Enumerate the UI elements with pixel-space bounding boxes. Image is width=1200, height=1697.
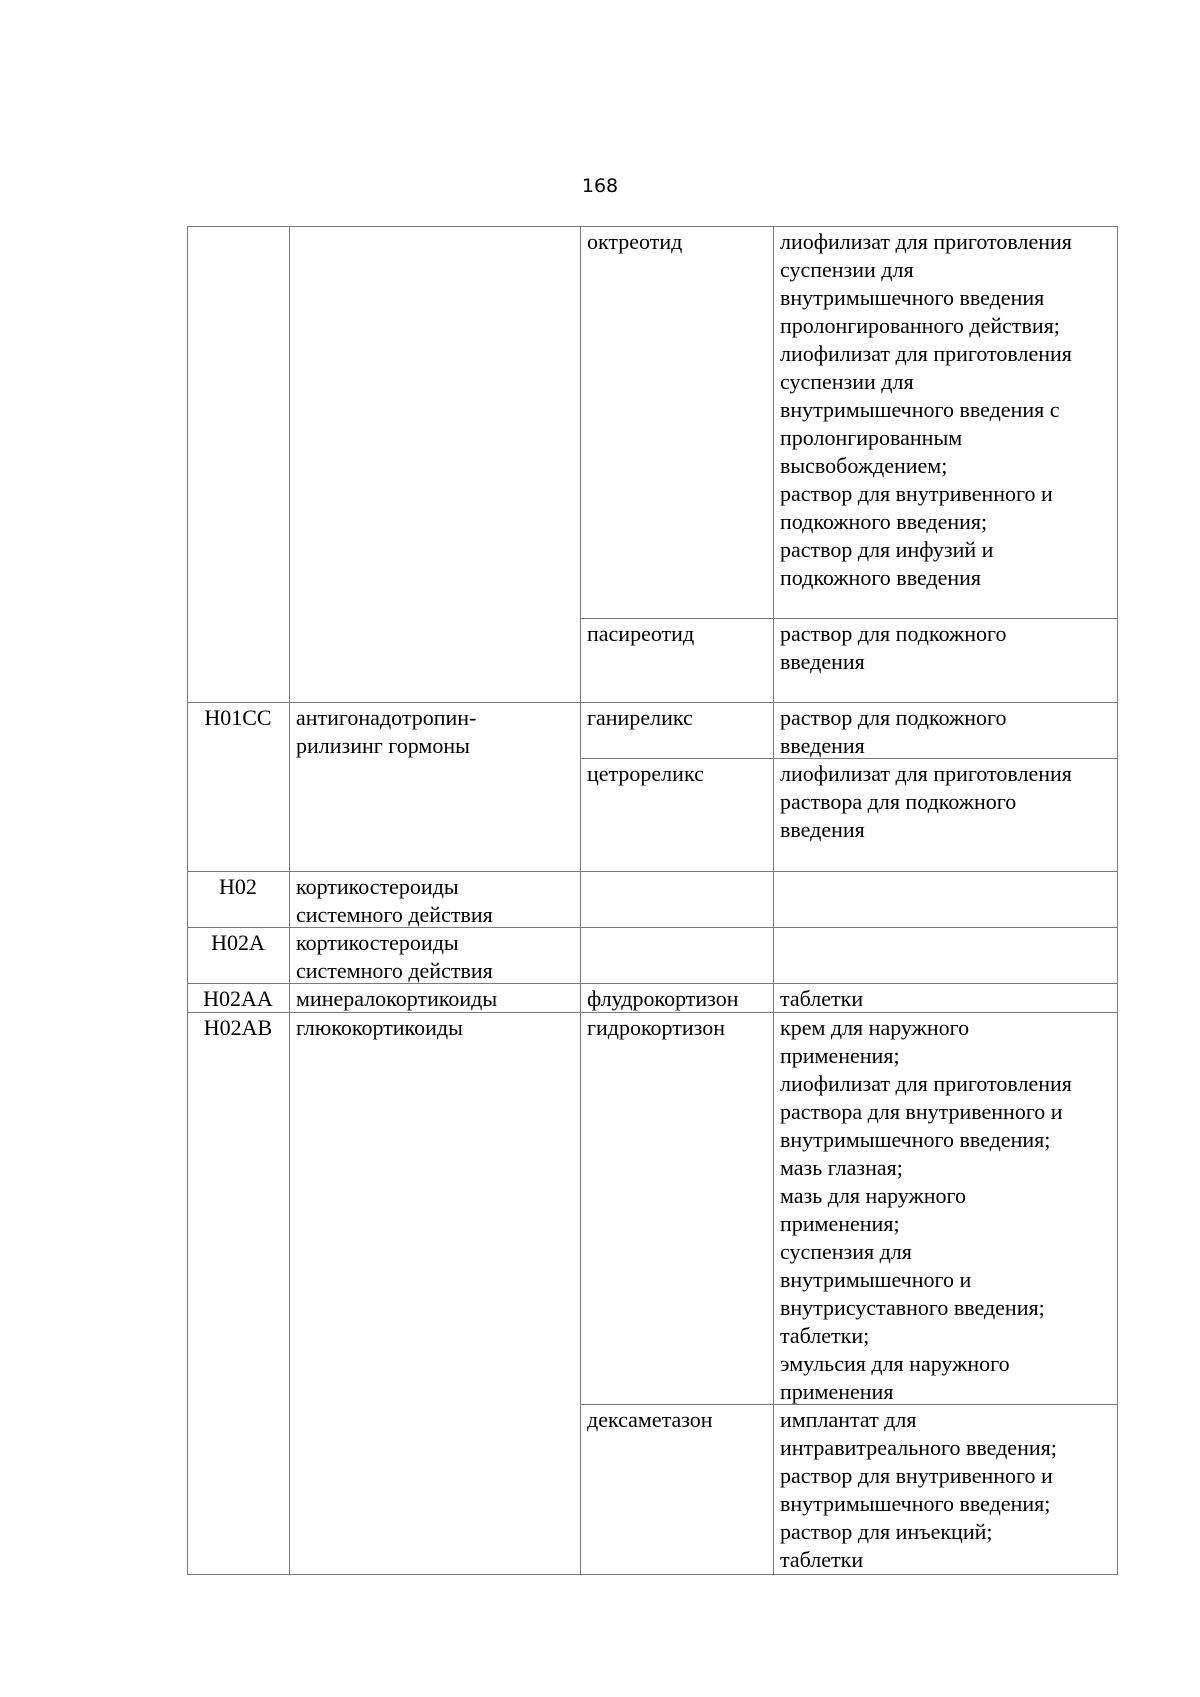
dosage-form-line: таблетки; [780,1323,870,1348]
table-horizontal-rule [580,618,1118,619]
dosage-form-line: раствор для внутривенного и [780,1463,1053,1488]
dosage-form-line: подкожного введения [780,565,982,590]
drug-table [187,226,1118,1575]
atc-code-line: H02A [211,930,265,955]
dosage-form-line: лиофилизат для приготовления [780,761,1072,786]
dosage-form-line: внутримышечного введения [780,285,1045,310]
group-name [296,873,573,929]
drug-name [587,1014,766,1042]
drug-name-line: флудрокортизон [587,986,739,1011]
dosage-form-line: мазь глазная; [780,1155,903,1180]
drug-name-line: октреотид [587,229,683,254]
group-name [296,1014,573,1042]
dosage-form-line: введения [780,817,865,842]
atc-code [194,929,282,957]
dosage-form-line: таблетки [780,1547,864,1572]
group-name-line: системного действия [296,958,493,983]
dosage-form [780,985,1111,1013]
table-vertical-rule [187,226,188,1575]
atc-code [194,873,282,901]
drug-name-line: дексаметазон [587,1407,713,1432]
group-name-line: рилизинг гормоны [296,733,470,758]
group-name-line: системного действия [296,902,493,927]
dosage-form-line: применения; [780,1043,900,1068]
drug-name [587,985,766,1013]
dosage-form-line: суспензии для [780,257,914,282]
group-name-line: минералокортикоиды [296,986,498,1011]
group-name-line: кортикостероиды [296,930,459,955]
drug-name-line: ганиреликс [587,705,693,730]
group-name-line: антигонадотропин- [296,705,477,730]
dosage-form-line: лиофилизат для приготовления [780,1071,1072,1096]
dosage-form-line: внутримышечного введения с [780,397,1060,422]
dosage-form-line: высвобождением; [780,453,948,478]
dosage-form-line: суспензии для [780,369,914,394]
dosage-form-line: внутримышечного введения; [780,1127,1051,1152]
dosage-form-line: раствора для подкожного [780,789,1017,814]
dosage-form-line: раствор для инфузий и [780,537,994,562]
drug-name-line: гидрокортизон [587,1015,725,1040]
atc-code [194,704,282,732]
atc-code-line: H02 [219,874,257,899]
table-horizontal-rule [187,226,1118,227]
drug-name-line: пасиреотид [587,621,695,646]
table-vertical-rule [289,226,290,1575]
table-horizontal-rule [187,1574,1118,1575]
dosage-form-line: применения; [780,1211,900,1236]
dosage-form-line: введения [780,733,865,758]
page-number: 168 [581,175,619,197]
dosage-form-line: эмульсия для наружного [780,1351,1010,1376]
dosage-form-line: лиофилизат для приготовления [780,341,1072,366]
dosage-form-line: применения [780,1379,894,1404]
drug-name [587,1406,766,1434]
table-horizontal-rule [187,702,1118,703]
dosage-form-line: внутрисуставного введения; [780,1295,1045,1320]
dosage-form [780,704,1111,760]
dosage-form-line: интравитреального введения; [780,1435,1057,1460]
drug-name-line: цетрореликс [587,761,704,786]
dosage-form-line: раствор для подкожного [780,705,1007,730]
dosage-form-line: внутримышечного и [780,1267,972,1292]
dosage-form-line: раствор для инъекций; [780,1519,993,1544]
dosage-form [780,1406,1111,1574]
dosage-form-line: имплантат для [780,1407,917,1432]
dosage-form-line: таблетки [780,986,864,1011]
dosage-form-line: раствор для подкожного [780,621,1007,646]
drug-name [587,620,766,648]
table-horizontal-rule [187,871,1118,872]
dosage-form-line: раствор для внутривенного и [780,481,1053,506]
table-vertical-rule [773,226,774,1575]
dosage-form-line: внутримышечного введения; [780,1491,1051,1516]
atc-code-line: H01CC [204,705,272,730]
dosage-form-line: лиофилизат для приготовления [780,229,1072,254]
atc-code [194,1014,282,1042]
drug-name [587,704,766,732]
group-name [296,929,573,985]
dosage-form [780,1014,1111,1406]
dosage-form [780,760,1111,844]
group-name [296,985,573,1013]
dosage-form-line: пролонгированным [780,425,963,450]
group-name [296,704,573,760]
group-name-line: глюкокортикоиды [296,1015,463,1040]
dosage-form [780,620,1111,676]
dosage-form-line: мазь для наружного [780,1183,966,1208]
atc-code [194,985,282,1013]
dosage-form-line: раствора для внутривенного и [780,1099,1063,1124]
drug-name [587,760,766,788]
dosage-form-line: суспензия для [780,1239,912,1264]
table-vertical-rule [580,226,581,1575]
atc-code-line: H02AA [203,986,273,1011]
dosage-form-line: крем для наружного [780,1015,970,1040]
dosage-form [780,228,1111,592]
drug-name [587,228,766,256]
table-vertical-rule [1117,226,1118,1575]
dosage-form-line: пролонгированного действия; [780,313,1060,338]
dosage-form-line: подкожного введения; [780,509,988,534]
atc-code-line: H02AB [203,1015,273,1040]
dosage-form-line: введения [780,649,865,674]
group-name-line: кортикостероиды [296,874,459,899]
